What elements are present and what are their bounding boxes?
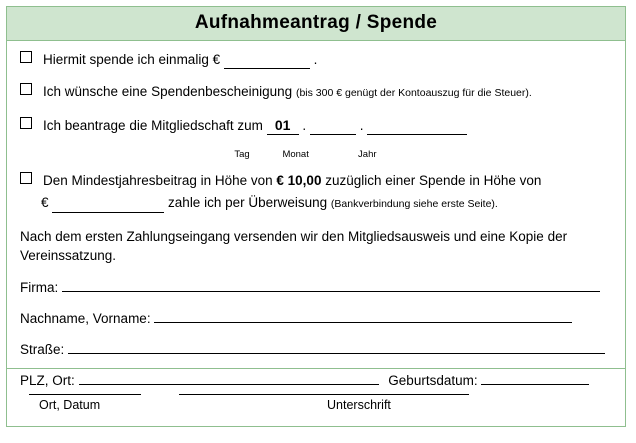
field-label-plz-ort: PLZ, Ort:: [20, 373, 75, 388]
option-row-spende-einmalig: [20, 51, 612, 69]
option-note-spendenbescheinigung: (bis 300 € genügt der Kontoauszug für die Steuer).: [295, 87, 532, 99]
field-input-strasse[interactable]: [68, 341, 605, 354]
field-input-firma[interactable]: [62, 279, 600, 292]
option-text-mitgliedschaft: Ich beantrage die Mitgliedschaft zum: [43, 118, 263, 133]
date-day-input[interactable]: 01: [267, 116, 299, 135]
page-title: Aufnahmeantrag / Spende: [194, 12, 438, 33]
date-caption-month: Monat: [282, 149, 309, 160]
checkbox-mitgliedschaft[interactable]: [20, 117, 32, 129]
signature-caption-unterschrift: Unterschrift: [327, 398, 391, 412]
checkbox-spendenbescheinigung[interactable]: [20, 83, 32, 95]
field-label-geburtsdatum: Geburtsdatum:: [388, 373, 478, 388]
checkbox-mindestjahresbeitrag[interactable]: [20, 172, 32, 184]
date-year-input[interactable]: [367, 134, 467, 135]
option-label-mindestjahresbeitrag: [43, 172, 541, 190]
form-container: [6, 6, 626, 427]
option-text-spendenbescheinigung: Ich wünsche eine Spendenbescheinigung: [43, 84, 293, 99]
signature-area: [7, 368, 625, 426]
form-header: [7, 7, 625, 41]
field-row-nachname-vorname: [20, 310, 612, 326]
signature-divider: [7, 368, 625, 369]
signature-caption-ort-datum: Ort, Datum: [39, 398, 101, 412]
amount-input-spende-einmalig[interactable]: [224, 68, 310, 69]
date-caption-day: Tag: [234, 149, 250, 160]
info-paragraph: Nach dem ersten Zahlungseingang versenden wir den Mitgliedsausweis und eine Kopie der Vereinssatzung.: [20, 229, 568, 263]
option-text-ueberweisung: zahle ich per Überweisung: [168, 195, 328, 210]
option-text-spende-einmalig: Hiermit spende ich einmalig €: [43, 52, 221, 67]
option-label-spendenbescheinigung: [43, 83, 532, 102]
option-text-mindestjahresbeitrag: Den Mindestjahresbeitrag in Höhe von: [43, 173, 273, 188]
option-label-spende-einmalig: [43, 51, 317, 69]
signature-line-unterschrift[interactable]: [179, 394, 469, 395]
field-input-nachname-vorname[interactable]: [154, 310, 572, 323]
field-row-strasse: [20, 341, 612, 357]
option-text-mindestjahresbeitrag-cont: zuzüglich einer Spende in Höhe von: [325, 173, 542, 188]
minimum-amount-value: € 10,00: [276, 173, 322, 188]
option-row-spendenbescheinigung: [20, 83, 612, 102]
checkbox-spende-einmalig[interactable]: [20, 51, 32, 63]
date-month-input[interactable]: [310, 134, 356, 135]
date-separator-2: .: [359, 118, 364, 133]
date-caption-year: Jahr: [358, 149, 377, 160]
date-separator-1: .: [302, 118, 307, 133]
field-label-firma: Firma:: [20, 280, 59, 295]
option-row-mindestjahresbeitrag: [20, 172, 612, 190]
option-suffix-spende-einmalig: .: [313, 52, 318, 67]
option-row-mindestjahresbeitrag-line2: [20, 194, 612, 213]
option-label-mitgliedschaft: [43, 116, 467, 135]
field-label-strasse: Straße:: [20, 342, 65, 357]
spende-amount-input[interactable]: [52, 212, 164, 213]
option-row-mitgliedschaft: [20, 116, 612, 135]
field-row-firma: [20, 279, 612, 295]
currency-symbol-spende: €: [41, 195, 49, 210]
option-note-bankverbindung: (Bankverbindung siehe erste Seite).: [330, 198, 498, 210]
field-label-nachname-vorname: Nachname, Vorname:: [20, 311, 151, 326]
signature-line-ort-datum[interactable]: [29, 394, 141, 395]
form-body: [7, 41, 625, 388]
date-captions: [20, 149, 612, 160]
